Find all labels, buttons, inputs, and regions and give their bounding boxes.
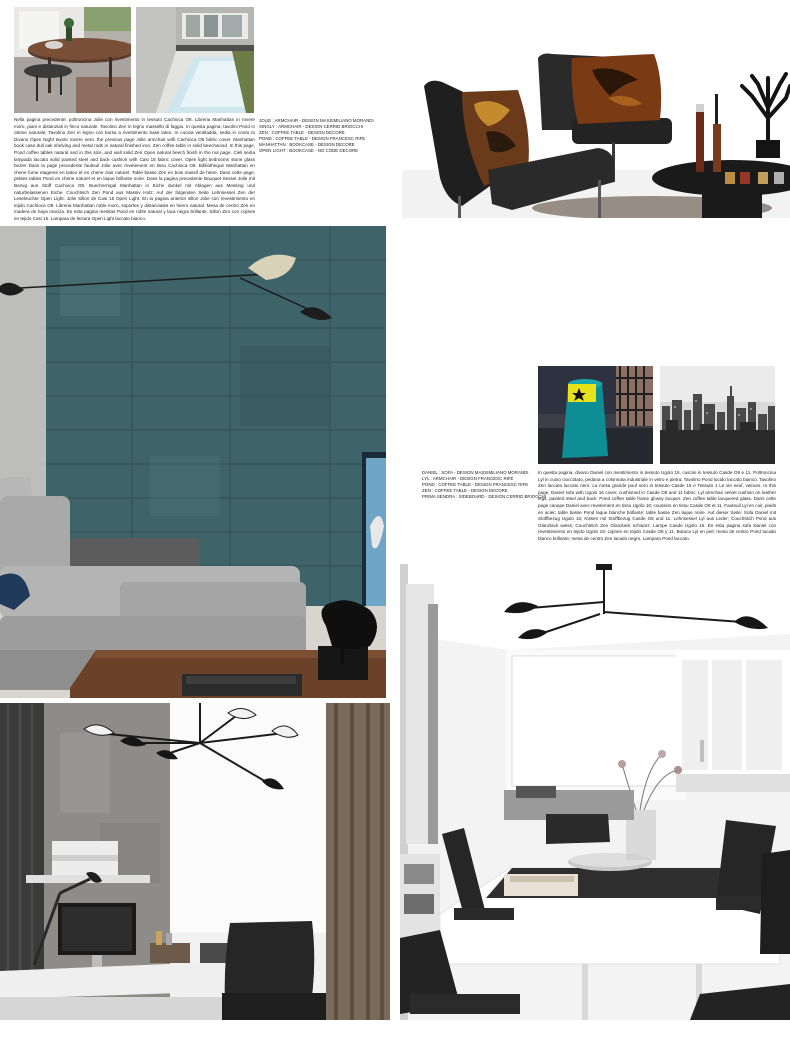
caption-line: JOLIE : ARMCHAIR - DESIGN MASSIMILIANO MORANDI bbox=[259, 118, 374, 123]
panel-stool-photo bbox=[538, 366, 653, 464]
panel-city-photo bbox=[660, 366, 775, 464]
panel-armchairs bbox=[402, 0, 790, 218]
caption-line: SINGLY : ARMCHAIR - DESIGN CERRID BRIOCCHI bbox=[259, 124, 364, 130]
caption-list-2 bbox=[422, 470, 546, 500]
panel-dining-room bbox=[400, 564, 790, 1020]
panel-pool-courtyard bbox=[136, 7, 254, 113]
caption-line: DANIEL : SOFA - DESIGN MASSIMILIANO MORANDI bbox=[422, 470, 529, 475]
panel-living-room bbox=[0, 226, 386, 698]
caption-line: PRIMA SENDRA : SIDEBOARD - DESIGN CERRID BRIOCCHI bbox=[422, 494, 546, 500]
caption-line: LYL : ARMCHAIR - DESIGN FRANCESC RIFE bbox=[422, 476, 514, 482]
caption-line: OPEN LIGHT : BOOKCASE - NO CODE DECORE bbox=[259, 148, 359, 154]
caption-line: MANHATTAN : BOOKCASE - DESIGN DECORE bbox=[259, 142, 355, 148]
caption-line: ZEN : COFFEE TABLE - DESIGN DECORE bbox=[259, 130, 345, 136]
text-block-2: In questa pagina, divano Daniel con rivestimento in tessuto Ugolo 16, cuscini in tessuto Casde O8 e 11. Poltroncina Lyl in cuoio cioccolato, pedana a colonnata industriale in vetro e pietra; Tavolino Pond lucido laccato bianco. Tavolino Zen laccato laccato nero. La mesa grande pouf nero in tessuto Casde 16 e Tessuto 1 Le vie neuf, velours. In this page, Daniel sofa with Ugolo 16 cover, cushioned in Casde O8 and 11 fabric; Lyl armchair velvet cushion on leather legs, painted steel and back. Pond coffee table frame glossy lacquer. Zen coffee table lacquered glass. Dans cette page canape Daniel avec revetement en tissu Ugolo 16; coussins en tissu Casde O8 et 11. Fauteuil Lyl en cuir, pieds en acier; table basse Pond laque blanche brillante; table basse Zen laque noire. Auf dieser Seite: Sofa Daniel mit Stoffbezug Ugolo 16; Kissen mit Stoffbezug Casde O8 und 11. Lehnsessel Lyl aus Leder; Couchtisch Pond aus Glanzlack weiss; Couchtisch Zen Glanzlack schwarz. Lampe Casde Ugolo 16. En esta pagina sofa Daniel con revestimiento en tejido Ugolo 16; cojines en tejido Casde O8 y 11. Butaca Lyl en piel; mesa de centro Pond lacado blanco brillante; mesa de centro Zen lacado negro. Lampara Pond laccato. bbox=[538, 470, 776, 541]
panel-oval-coffee-tables bbox=[14, 7, 131, 113]
text-block-1: Nella pagina precedente: poltroncina Jolie con rivestimento in tessuto Cachioca O8. Libreria Manhattan in rovere moro, piani e distanziali in finco naturale. Tavolino Zen in legno massello di faggio. In questa pagina, tavolini Pond in ottone naturale; Tavolino Zen in legno con borsa a rivestimento base lateo. In cucina ventiladda, sedia in conto to Divano Open Night tavolo rovere nero. the previous page Jolie armchair with Cachioca O8 fabric cover. Manhattan book case dull oak shelving and metal rods in natural finished iron. Zen coffee table in solid beechwood. In this page, Pond coffee tables natural and in this size, and wall solid Zen Open natural beech finish in the nut page. Cieli sedia lampada laccato solid painted steel and back cushion with Casi 15 fabric cover. Open light bedrooms stone glass bezier Dans la page precedente fauteuil Jolie avec revetement en tissu Cachioca O8. Bibliotheque Manhattan en chene fume etageres en laiton et en chene clair naturel. Table basse Zen en bois massif de hetre. Dans cette page, petites tables Pond en chene naturel et en laque brillante noire. Dans la pagina precedente Bouquet Sessel Jolie mit Bezug aus Stoff Cachioca O8. Buecherregal Manhattan in Eiche dunkel mit Ablagen aus Messing und naturbelassenen Eiche. Couchtisch Zen Pond aus Massiv Holz; Auf der folgenden Seite Lehnsessel Zen der Leseleuchte Open Light. Jolie Sillon de Casi 15 Open Light. En la pagina anterior sillon Jolie con revestimiento en tejido Cachioca O8. Libreria Manhattan roble moro, soportes y distanciales en hierro natural. Mesa de centro Zen en madera de haya maciza. En esta pagina mesitas Pond en roble natural y laca negra brillante. Sillon Zen con cojines en tejido Casi 15. Lampara de lectura Open Light laccato bianco. bbox=[14, 117, 255, 221]
caption-line: POND : COFFEE TABLE - DESIGN FRANCESC RIFE bbox=[422, 482, 529, 488]
caption-list-1 bbox=[259, 118, 389, 155]
caption-line: POND : COFFEE TABLE - DESIGN FRANCESC RIFE bbox=[259, 136, 366, 142]
caption-line: ZEN : COFFEE TABLE - DESIGN DECORE bbox=[422, 488, 508, 494]
panel-home-office bbox=[0, 703, 390, 1020]
